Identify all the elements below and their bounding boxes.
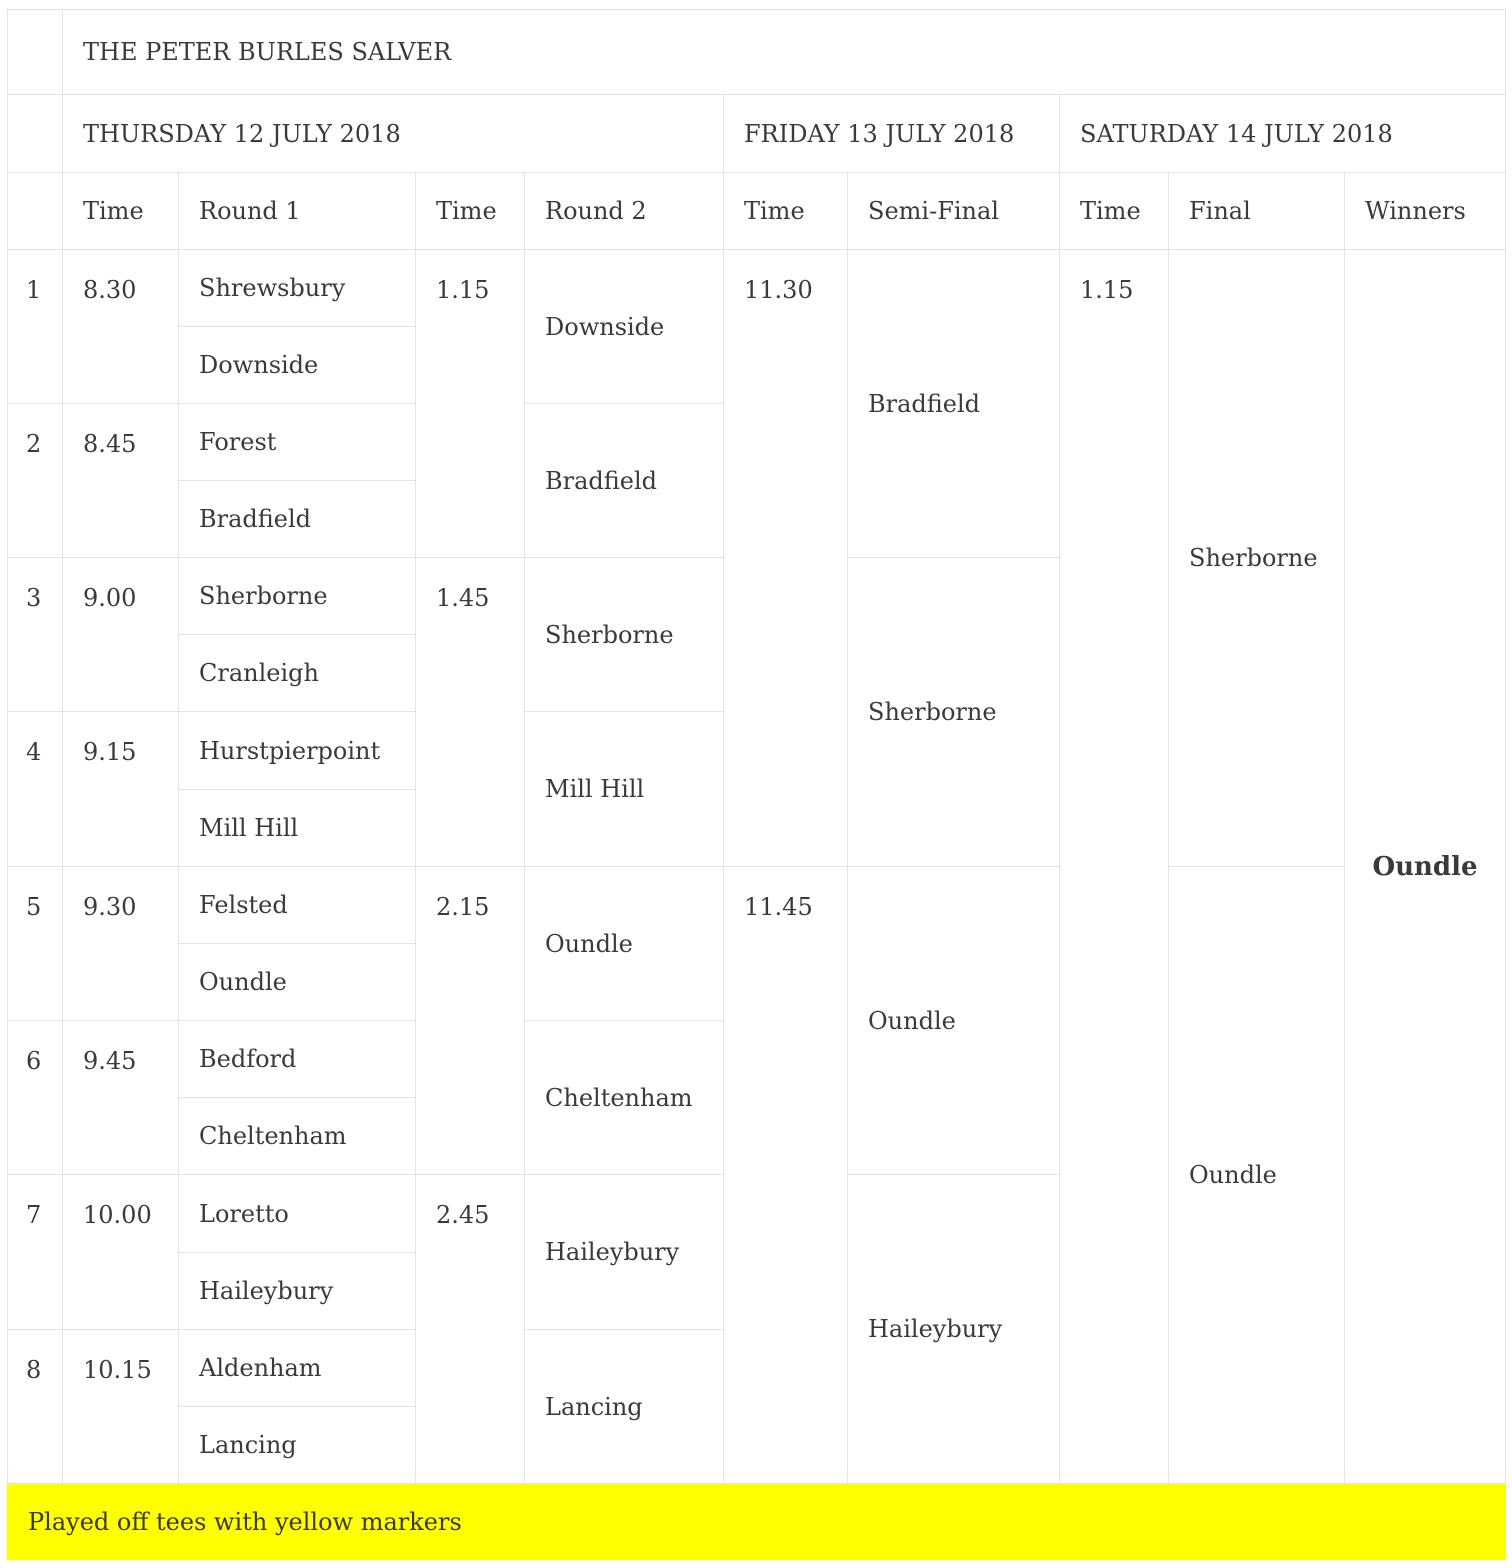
match-time: 9.30 (63, 867, 179, 1021)
header-semi-final: Semi-Final (848, 173, 1060, 250)
round2-time: 2.45 (416, 1175, 525, 1484)
match-number: 3 (8, 558, 63, 712)
round2-team: Mill Hill (525, 712, 724, 867)
round1-team: Loretto (179, 1175, 416, 1253)
champion: Oundle (1345, 250, 1506, 1484)
match-time: 9.45 (63, 1021, 179, 1175)
match-time: 8.30 (63, 250, 179, 404)
final-time: 1.15 (1060, 250, 1169, 1484)
header-time: Time (724, 173, 848, 250)
header-round2: Round 2 (525, 173, 724, 250)
round1-team: Hurstpierpoint (179, 712, 416, 790)
round1-team: Bedford (179, 1021, 416, 1098)
round1-team: Cranleigh (179, 635, 416, 712)
header-round1: Round 1 (179, 173, 416, 250)
round1-team: Mill Hill (179, 790, 416, 867)
draw-table (7, 9, 1506, 1560)
match-time: 10.00 (63, 1175, 179, 1330)
semi-final-team: Sherborne (848, 558, 1060, 867)
round2-time: 1.15 (416, 250, 525, 558)
round1-team: Forest (179, 404, 416, 481)
match-number: 6 (8, 1021, 63, 1175)
round1-team: Sherborne (179, 558, 416, 635)
semi-final-team: Bradfield (848, 250, 1060, 558)
round2-team: Bradfield (525, 404, 724, 558)
round1-team: Cheltenham (179, 1098, 416, 1175)
blank-cell (8, 95, 63, 173)
final-team: Oundle (1169, 867, 1345, 1484)
round1-team: Shrewsbury (179, 250, 416, 327)
blank-cell (8, 173, 63, 250)
day-saturday: SATURDAY 14 JULY 2018 (1060, 95, 1506, 173)
round2-time: 1.45 (416, 558, 525, 867)
day-friday: FRIDAY 13 JULY 2018 (724, 95, 1060, 173)
final-team: Sherborne (1169, 250, 1345, 867)
semi-final-team: Oundle (848, 867, 1060, 1175)
round1-team: Oundle (179, 944, 416, 1021)
round2-time: 2.15 (416, 867, 525, 1175)
match-time: 10.15 (63, 1330, 179, 1484)
round1-team: Aldenham (179, 1330, 416, 1407)
match-number: 7 (8, 1175, 63, 1330)
day-thursday: THURSDAY 12 JULY 2018 (63, 95, 724, 173)
blank-cell (8, 10, 63, 95)
semi-final-time: 11.45 (724, 867, 848, 1484)
round1-team: Downside (179, 327, 416, 404)
round1-team: Haileybury (179, 1253, 416, 1330)
header-time: Time (416, 173, 525, 250)
round1-team: Lancing (179, 1407, 416, 1484)
semi-final-team: Haileybury (848, 1175, 1060, 1484)
match-number: 2 (8, 404, 63, 558)
match-number: 8 (8, 1330, 63, 1484)
round2-team: Haileybury (525, 1175, 724, 1330)
round2-team: Downside (525, 250, 724, 404)
footer-note: Played off tees with yellow markers (8, 1484, 1506, 1560)
round1-team: Felsted (179, 867, 416, 944)
round2-team: Cheltenham (525, 1021, 724, 1175)
page-title: THE PETER BURLES SALVER (63, 10, 1506, 95)
header-time: Time (63, 173, 179, 250)
header-time: Time (1060, 173, 1169, 250)
match-time: 9.00 (63, 558, 179, 712)
match-time: 8.45 (63, 404, 179, 558)
match-number: 4 (8, 712, 63, 867)
header-winners: Winners (1345, 173, 1506, 250)
round2-team: Oundle (525, 867, 724, 1021)
header-final: Final (1169, 173, 1345, 250)
match-number: 1 (8, 250, 63, 404)
match-number: 5 (8, 867, 63, 1021)
round2-team: Lancing (525, 1330, 724, 1484)
semi-final-time: 11.30 (724, 250, 848, 867)
round2-team: Sherborne (525, 558, 724, 712)
round1-team: Bradfield (179, 481, 416, 558)
match-time: 9.15 (63, 712, 179, 867)
